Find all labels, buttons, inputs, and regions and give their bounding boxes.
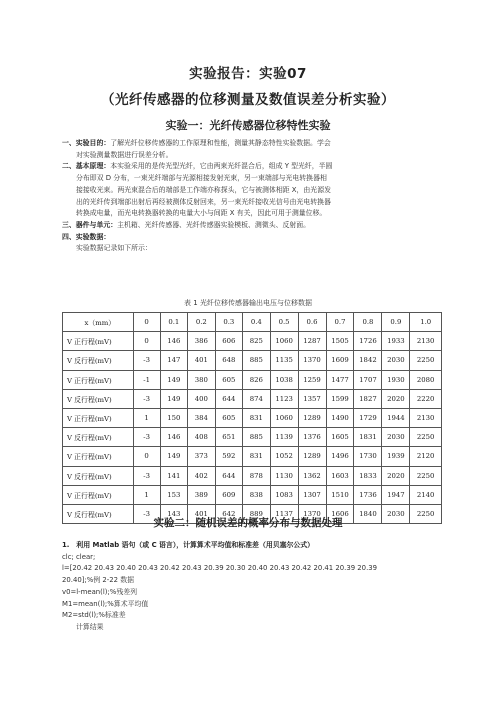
table-cell: -3	[133, 389, 160, 408]
section-principle	[62, 161, 442, 173]
table-cell: 1827	[354, 389, 382, 408]
table-cell: 644	[215, 389, 243, 408]
table-cell: 1609	[326, 351, 354, 370]
table-cell: 149	[160, 370, 188, 389]
table-cell: 1477	[326, 370, 354, 389]
table-header-cell: x（mm）	[63, 313, 134, 332]
table-cell: 592	[215, 447, 243, 466]
table-cell: 1370	[298, 351, 326, 370]
table-cell: 885	[243, 428, 271, 447]
result-label: 计算结果	[76, 622, 104, 631]
table-cell: 1259	[298, 370, 326, 389]
table-cell: 885	[243, 351, 271, 370]
table-cell: 1947	[382, 485, 410, 504]
table-cell: 2020	[382, 389, 410, 408]
table-row-label: V 正行程(mV)	[63, 370, 134, 389]
table-cell: 1939	[382, 447, 410, 466]
table-cell: 1603	[326, 466, 354, 485]
section-label: 一、实验目的：	[62, 139, 111, 147]
table-cell: 2140	[410, 485, 442, 504]
table-cell: 1933	[382, 332, 410, 351]
table-cell: 2250	[410, 504, 442, 523]
table-header-cell: 0.1	[160, 313, 188, 332]
table-cell: 1083	[270, 485, 298, 504]
table-cell: 1726	[354, 332, 382, 351]
table-cell: 2130	[410, 408, 442, 427]
table-cell: 149	[160, 447, 188, 466]
section-text: 转换成电量，而光电转换器转换的电量大小与间距 X 有关，因此可用于测量位移。	[76, 209, 327, 218]
table-cell: 400	[188, 389, 216, 408]
table-cell: 1930	[382, 370, 410, 389]
table-row-label: V 正行程(mV)	[63, 332, 134, 351]
table-cell: 605	[215, 408, 243, 427]
table-cell: 2120	[410, 447, 442, 466]
table-cell: 825	[243, 332, 271, 351]
table-row-label: V 正行程(mV)	[63, 447, 134, 466]
table-cell: 380	[188, 370, 216, 389]
table-cell: 153	[160, 485, 188, 504]
table-cell: 1	[133, 408, 160, 427]
table-header-cell: 0.2	[188, 313, 216, 332]
table-cell: 1362	[298, 466, 326, 485]
table-cell: 838	[243, 485, 271, 504]
table-cell: 1139	[270, 428, 298, 447]
table-header-cell: 0.9	[382, 313, 410, 332]
table-cell: 606	[215, 332, 243, 351]
table-cell: 651	[215, 428, 243, 447]
table-cell: 1840	[354, 504, 382, 523]
table-header-cell: 1.0	[410, 313, 442, 332]
table-cell: 401	[188, 351, 216, 370]
table-cell: 2130	[410, 332, 442, 351]
table-cell: 605	[215, 370, 243, 389]
code-line: v0=l-mean(l);%残差列	[62, 587, 138, 596]
table-cell: 831	[243, 447, 271, 466]
section-purpose	[62, 138, 442, 150]
table-cell: 644	[215, 466, 243, 485]
section-text: 出的光纤传到端部出射后再经被测体反射回来，另一束光纤接收光信号由光电转换器	[76, 197, 331, 206]
displacement-voltage-table	[62, 312, 442, 524]
table-cell: 1730	[354, 447, 382, 466]
table-cell: 1376	[298, 428, 326, 447]
table-caption: 表 1 光纤位移传感器输出电压与位移数据	[184, 299, 312, 307]
section-label: 四、实验数据：	[62, 232, 111, 241]
table-cell: 389	[188, 485, 216, 504]
table-cell: 1370	[298, 504, 326, 523]
experiment-1-sections	[62, 138, 442, 255]
table-cell: 1289	[298, 447, 326, 466]
experiment-2-title: 实验二：随机误差的概率分布与数据处理	[153, 517, 343, 529]
table-cell: -3	[133, 466, 160, 485]
section-text: 主机箱、光纤传感器、光纤传感器实验模板、测微头、反射面。	[117, 220, 311, 229]
table-cell: -1	[133, 370, 160, 389]
code-line: clc; clear;	[62, 552, 96, 561]
table-cell: 0	[133, 447, 160, 466]
table-row	[63, 485, 442, 504]
code-line: M1=mean(l);%算术平均值	[62, 599, 149, 608]
code-line: M2=std(l);%标准差	[62, 611, 126, 620]
table-row-label: V 反行程(mV)	[63, 466, 134, 485]
table-cell: 1505	[326, 332, 354, 351]
table-cell: 0	[133, 332, 160, 351]
table-cell: 1736	[354, 485, 382, 504]
table-cell: 1357	[298, 389, 326, 408]
table-row	[63, 466, 442, 485]
table-cell: -3	[133, 351, 160, 370]
step-1-text: 1. 利用 Matlab 语句（或 C 语言），计算算术平均值和标准差（用贝塞尔公式）	[62, 541, 315, 549]
table-row	[63, 389, 442, 408]
table-cell: 874	[243, 389, 271, 408]
table-cell: 141	[160, 466, 188, 485]
table-row	[63, 408, 442, 427]
section-text: 了解光纤位移传感器的工作原理和性能，测量其静态特性实验数据。学会	[110, 139, 331, 147]
table-cell: 2220	[410, 389, 442, 408]
table-cell: 1287	[298, 332, 326, 351]
table-row-label: V 正行程(mV)	[63, 485, 134, 504]
table-header-cell: 0.5	[270, 313, 298, 332]
report-subtitle: （光纤传感器的位移测量及数值误差分析实验）	[101, 92, 395, 108]
table-cell: 1490	[326, 408, 354, 427]
table-cell: 402	[188, 466, 216, 485]
section-text: 接接收光束。两光束混合后的端部是工作端亦称探头，它与被测体相距 X，由光源发	[76, 185, 331, 194]
table-cell: 1510	[326, 485, 354, 504]
table-cell: 1842	[354, 351, 382, 370]
table-cell: -3	[133, 428, 160, 447]
table-cell: 146	[160, 332, 188, 351]
table-row-label: V 正行程(mV)	[63, 408, 134, 427]
table-cell: 826	[243, 370, 271, 389]
table-cell: 149	[160, 389, 188, 408]
report-title: 实验报告：实验07	[189, 66, 307, 82]
table-cell: 2250	[410, 466, 442, 485]
section-text: 实验数据记录如下所示：	[76, 244, 152, 253]
section-label: 二、基本原理：	[62, 162, 111, 171]
table-cell: 1060	[270, 408, 298, 427]
table-cell: 1135	[270, 351, 298, 370]
table-cell: 609	[215, 485, 243, 504]
table-cell: 373	[188, 447, 216, 466]
table-row	[63, 370, 442, 389]
table-cell: 1944	[382, 408, 410, 427]
table-cell: 642	[215, 504, 243, 523]
experiment-1-title: 实验一：光纤传感器位移特性实验	[165, 119, 331, 132]
table-cell: -3	[133, 504, 160, 523]
table-cell: 648	[215, 351, 243, 370]
experiment-2-content	[62, 540, 442, 634]
table-row	[63, 428, 442, 447]
table-header-cell: 0	[133, 313, 160, 332]
table-cell: 1833	[354, 466, 382, 485]
table-cell: 1729	[354, 408, 382, 427]
table-header-row	[63, 313, 442, 332]
table-cell: 1123	[270, 389, 298, 408]
table-cell: 1130	[270, 466, 298, 485]
table-header-cell: 0.4	[243, 313, 271, 332]
table-cell: 2020	[382, 466, 410, 485]
table-cell: 386	[188, 332, 216, 351]
table-cell: 1307	[298, 485, 326, 504]
table-cell: 831	[243, 408, 271, 427]
table-cell: 878	[243, 466, 271, 485]
section-text: 本实验采用的是传光型光纤，它由两束光纤混合后，组成 Y 型光纤，半圆	[110, 162, 333, 171]
table-cell: 384	[188, 408, 216, 427]
table-cell: 2250	[410, 351, 442, 370]
table-header-cell: 0.7	[326, 313, 354, 332]
table-cell: 2080	[410, 370, 442, 389]
table-row	[63, 447, 442, 466]
section-text: 分布即双 D 分布，一束光纤端部与光源相接发射光束，另一束端部与光电转换器相	[76, 174, 327, 183]
table-cell: 889	[243, 504, 271, 523]
table-cell: 2250	[410, 428, 442, 447]
table-row	[63, 332, 442, 351]
table-cell: 1289	[298, 408, 326, 427]
table-cell: 2030	[382, 428, 410, 447]
table-cell: 2030	[382, 504, 410, 523]
table-row-label: V 反行程(mV)	[63, 351, 134, 370]
table-cell: 2030	[382, 351, 410, 370]
table-cell: 150	[160, 408, 188, 427]
code-line: 20.40];%例 2-22 数据	[62, 576, 134, 585]
table-cell: 147	[160, 351, 188, 370]
table-cell: 1606	[326, 504, 354, 523]
table-cell: 1052	[270, 447, 298, 466]
table-header-cell: 0.8	[354, 313, 382, 332]
section-devices	[62, 220, 442, 232]
section-text: 对实验测量数据进行误差分析。	[76, 150, 173, 159]
code-line: l=[20.42 20.43 20.40 20.43 20.42 20.43 20.39 20.30 20.40 20.43 20.42 20.41 20.39 20.39	[62, 564, 378, 573]
table-cell: 146	[160, 428, 188, 447]
table-header-cell: 0.3	[215, 313, 243, 332]
table-cell: 143	[160, 504, 188, 523]
table-cell: 1599	[326, 389, 354, 408]
table-cell: 1038	[270, 370, 298, 389]
table-row-label: V 反行程(mV)	[63, 389, 134, 408]
table-row	[63, 351, 442, 370]
table-header-cell: 0.6	[298, 313, 326, 332]
table-cell: 1831	[354, 428, 382, 447]
table-row-label: V 反行程(mV)	[63, 428, 134, 447]
table-cell: 1707	[354, 370, 382, 389]
table-cell: 401	[188, 504, 216, 523]
table-cell: 408	[188, 428, 216, 447]
table-cell: 1	[133, 485, 160, 504]
section-label: 三、器件与单元：	[62, 220, 118, 229]
table-cell: 1137	[270, 504, 298, 523]
table-cell: 1060	[270, 332, 298, 351]
section-data	[62, 232, 442, 244]
table-cell: 1496	[326, 447, 354, 466]
table-row-label: V 反行程(mV)	[63, 504, 134, 523]
table-cell: 1605	[326, 428, 354, 447]
